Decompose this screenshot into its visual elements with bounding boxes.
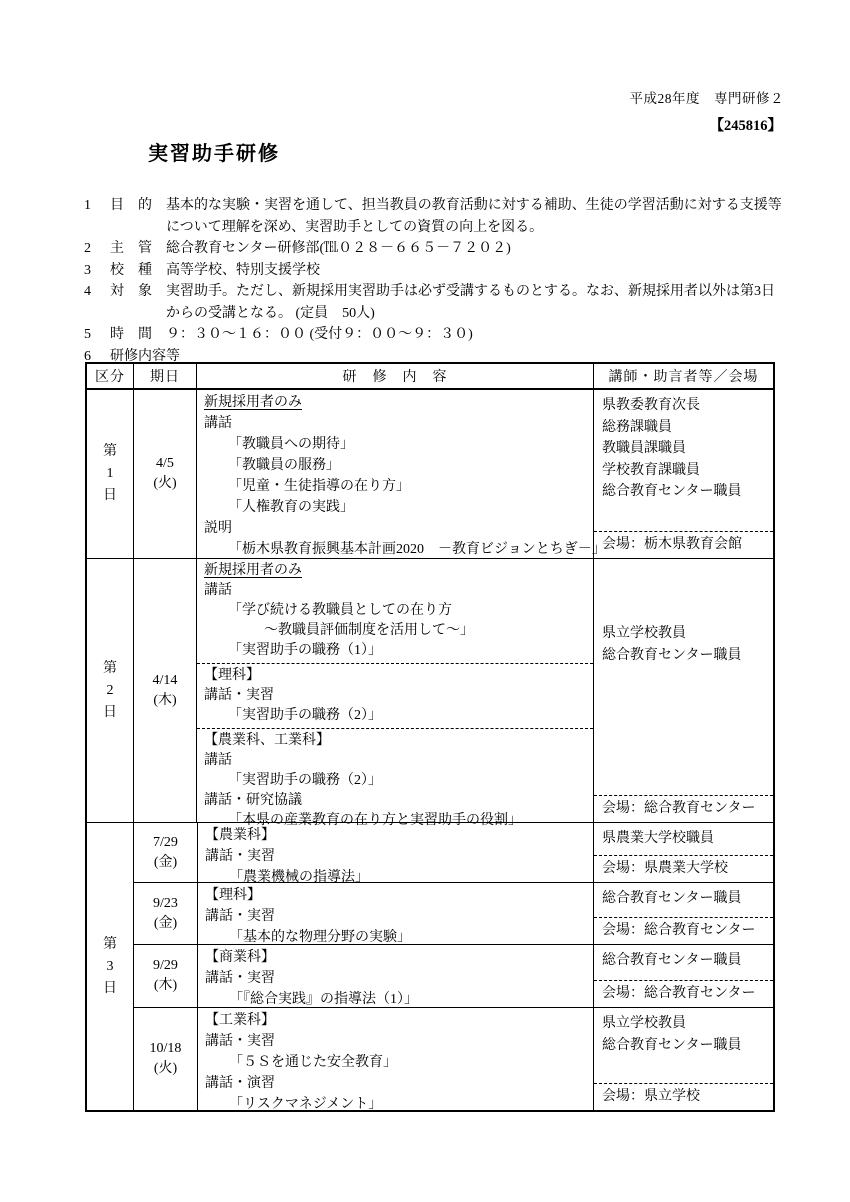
text-line: 講話・実習 — [204, 688, 274, 703]
venue-label: 会場：栃木県教育会館 — [594, 531, 773, 558]
subrow-lecturer-venue-cell — [593, 823, 773, 882]
text-line: 第 — [103, 936, 117, 952]
info-item-purpose — [84, 195, 824, 238]
text-line: 新規採用者のみ — [204, 563, 302, 578]
subrow-date-cell — [134, 1008, 197, 1110]
text-line: 【工業科】 — [205, 1013, 275, 1028]
table-row-day2 — [87, 558, 773, 828]
date-value: 7/29 — [153, 834, 178, 850]
text-line: 「栃木県教育振興基本計画2020 －教育ビジョンとちぎ－」 — [228, 542, 606, 557]
subrow-lecturer-venue-cell — [593, 945, 773, 1007]
day3-subrow-science — [134, 882, 773, 944]
text-line: 「農業機械の指導法」 — [229, 870, 369, 885]
date-value: 9/23 — [153, 895, 178, 911]
venue-label: 会場：総合教育センター — [594, 795, 773, 822]
text-line: 講話・実習 — [205, 849, 275, 864]
text-line: 【商業科】 — [205, 950, 275, 965]
text-line: 3 — [106, 958, 114, 974]
info-item-number: 4 — [84, 284, 91, 299]
date-value: 4/5 — [156, 456, 174, 471]
text-line: 「リスクマネジメント」 — [229, 1097, 383, 1112]
text-line: 講話 — [204, 583, 232, 598]
text-line: 「本県の産業教育の在り方と実習助手の役割」 — [228, 813, 522, 828]
info-item-label: 対 象 — [110, 284, 152, 299]
text-line: 講話・実習 — [205, 971, 275, 986]
text-line: 講話・実習 — [205, 1034, 275, 1049]
content-section-science — [197, 663, 593, 728]
document-code: 【245816】 — [709, 118, 782, 134]
table-row-day3 — [87, 822, 773, 1110]
subrow-date-cell — [134, 823, 197, 882]
text-line: 基本的な実験・実習を通して、担当教員の教育活動に対する補助、生徒の学習活動に対する支援等 — [166, 198, 782, 213]
text-line: 【理科】 — [205, 888, 261, 903]
text-line: 総合教育センター職員 — [602, 484, 742, 499]
subrow-lecturer-venue-cell — [593, 883, 773, 944]
text-line: 講話・演習 — [205, 1076, 275, 1091]
day1-lecturer-venue-cell — [593, 390, 773, 558]
day2-content-cell — [196, 559, 593, 828]
day2-category-cell — [87, 559, 133, 822]
text-line: 「学び続ける教職員としての在り方 — [228, 603, 452, 618]
info-item-number: 3 — [84, 262, 91, 278]
date-value: 4/14 — [152, 672, 178, 688]
text-line: 教職員課職員 — [602, 441, 686, 456]
text-line: 高等学校、特別支援学校 — [166, 262, 320, 278]
col-header-content: 研 修 内 容 — [196, 364, 593, 388]
text-line: 「５Ｓを通じた安全教育」 — [229, 1055, 397, 1070]
date-weekday: (金) — [153, 854, 178, 870]
day3-subrow-industry — [134, 1007, 773, 1110]
day1-date-cell — [133, 390, 196, 558]
col-header-date: 期日 — [133, 364, 196, 388]
lecturer-list — [594, 945, 773, 972]
text-line: 2 — [106, 682, 114, 698]
info-item-label: 研修内容等 — [110, 348, 180, 364]
day1-content-cell — [196, 390, 606, 558]
content-section — [198, 945, 593, 1012]
day3-subrows — [133, 823, 773, 1110]
text-line: 県立学校教員 — [602, 1016, 686, 1031]
info-item-admin — [84, 238, 824, 260]
text-line: 総合教育センター職員 — [602, 1037, 742, 1053]
text-line: 「教職員への期待」 — [228, 437, 354, 452]
info-item-school-type — [84, 260, 824, 282]
text-line: からの受講となる。 (定員 50人) — [166, 305, 375, 321]
text-line: 県立学校教員 — [602, 626, 686, 642]
text-line: 総合教育センター職員 — [602, 953, 742, 968]
content-section-new-hires — [197, 559, 593, 663]
text-line: 日 — [103, 704, 117, 720]
day2-date-cell — [133, 559, 196, 822]
day1-category-cell — [87, 390, 133, 558]
info-item-text — [166, 195, 824, 238]
text-line: 新規採用者のみ — [204, 395, 302, 410]
info-item-number: 1 — [84, 198, 91, 213]
date-value: 10/18 — [149, 1041, 182, 1056]
col-header-lecturer-venue: 講師・助言者等／会場 — [593, 364, 773, 388]
text-line: 【農業科、工業科】 — [204, 733, 330, 748]
table-header-row — [87, 364, 773, 390]
info-item-text — [166, 260, 824, 282]
text-line: 講話・研究協議 — [204, 793, 302, 808]
text-line: 「基本的な物理分野の実験」 — [229, 930, 411, 945]
text-line: 講話・実習 — [205, 909, 275, 924]
text-line: 「児童・生徒指導の在り方」 — [228, 479, 410, 494]
text-line: 総合教育センター研修部(℡０２８－６６５－７２０２) — [166, 241, 511, 256]
text-line: 1 — [106, 466, 114, 481]
text-line: 日 — [103, 980, 117, 996]
info-item-label: 目 的 — [110, 198, 152, 213]
date-value: 9/29 — [153, 958, 178, 973]
info-list — [84, 195, 824, 367]
text-line: 総務課職員 — [602, 419, 672, 435]
text-line: 「人権教育の実践」 — [228, 500, 354, 515]
info-item-number: 6 — [84, 348, 91, 364]
lecturer-list — [594, 883, 773, 910]
subrow-content-cell — [197, 823, 593, 885]
text-line: 総合教育センター職員 — [602, 891, 742, 906]
text-line: ９：３０～１６：００ (受付９：００～９：３０) — [166, 327, 473, 342]
venue-label: 会場：県農業大学校 — [594, 855, 773, 882]
content-section — [197, 390, 606, 562]
info-item-number: 2 — [84, 241, 91, 256]
table-row-day1 — [87, 390, 773, 558]
date-weekday: (木) — [153, 692, 177, 708]
info-item-label: 校 種 — [110, 262, 152, 278]
text-line: 講話 — [204, 753, 232, 768]
text-line: 「実習助手の職務（2）」 — [228, 708, 382, 723]
day2-lecturer-venue-cell — [593, 559, 773, 822]
text-line: 説明 — [204, 521, 232, 536]
info-item-time — [84, 324, 824, 346]
date-weekday: (金) — [153, 915, 178, 931]
content-section — [198, 823, 593, 890]
text-line: 「実習助手の職務（1）」 — [228, 643, 382, 658]
date-weekday: (木) — [153, 978, 178, 993]
subrow-lecturer-venue-cell — [593, 1008, 773, 1110]
date-weekday: (火) — [153, 1061, 178, 1076]
text-line: 第 — [103, 444, 117, 459]
date-weekday: (火) — [153, 476, 177, 491]
text-line: 「教職員の服務」 — [228, 458, 340, 473]
text-line: 学校教育課職員 — [602, 462, 700, 478]
subrow-content-cell — [197, 945, 593, 1007]
subrow-content-cell — [197, 883, 593, 944]
venue-label: 会場：総合教育センター — [594, 917, 773, 944]
text-line: 「実習助手の職務（2）」 — [228, 773, 382, 788]
text-line: 県教委教育次長 — [602, 398, 700, 413]
info-item-text — [166, 324, 824, 346]
text-line: 県農業大学校職員 — [602, 831, 714, 846]
info-item-label: 時 間 — [110, 327, 152, 342]
lecturer-list — [594, 823, 773, 850]
text-line: 講話 — [204, 416, 232, 431]
lecturer-list — [594, 623, 773, 666]
subrow-date-cell — [134, 945, 197, 1007]
schedule-table — [85, 362, 775, 1112]
text-line: 総合教育センター職員 — [602, 647, 742, 663]
lecturer-list — [594, 390, 773, 503]
text-line: について理解を深め、実習助手としての資質の向上を図る。 — [166, 219, 544, 235]
content-section-agri-industry — [197, 728, 593, 833]
text-line: ～教職員評価制度を活用して～」 — [264, 623, 474, 638]
info-item-text — [166, 281, 824, 324]
day3-subrow-commerce — [134, 944, 773, 1007]
text-line: 【理科】 — [204, 668, 260, 683]
venue-label: 会場：総合教育センター — [594, 980, 773, 1007]
content-section — [198, 883, 593, 950]
col-header-category: 区分 — [95, 370, 125, 385]
text-line: 実習助手。ただし、新規採用実習助手は必ず受講するものとする。なお、新規採用者以外は第3日 — [166, 284, 775, 299]
info-item-number: 5 — [84, 327, 91, 342]
day3-subrow-agriculture — [134, 823, 773, 885]
text-line: 日 — [103, 488, 117, 503]
info-item-target — [84, 281, 824, 324]
subrow-content-cell — [197, 1008, 593, 1110]
text-line: 「『総合実践』の指導法（1）」 — [229, 992, 418, 1007]
text-line: 【農業科】 — [205, 828, 275, 843]
text-line: 第 — [103, 660, 117, 676]
info-item-label: 主 管 — [110, 241, 152, 256]
lecturer-list — [594, 1008, 773, 1056]
content-section — [198, 1008, 593, 1117]
info-item-text — [166, 238, 824, 260]
fiscal-year-label: 平成28年度 専門研修２ — [629, 91, 784, 106]
venue-label: 会場：県立学校 — [594, 1083, 773, 1110]
subrow-date-cell — [134, 883, 197, 944]
day3-category-cell — [87, 823, 133, 1110]
page-title: 実習助手研修 — [148, 143, 280, 165]
